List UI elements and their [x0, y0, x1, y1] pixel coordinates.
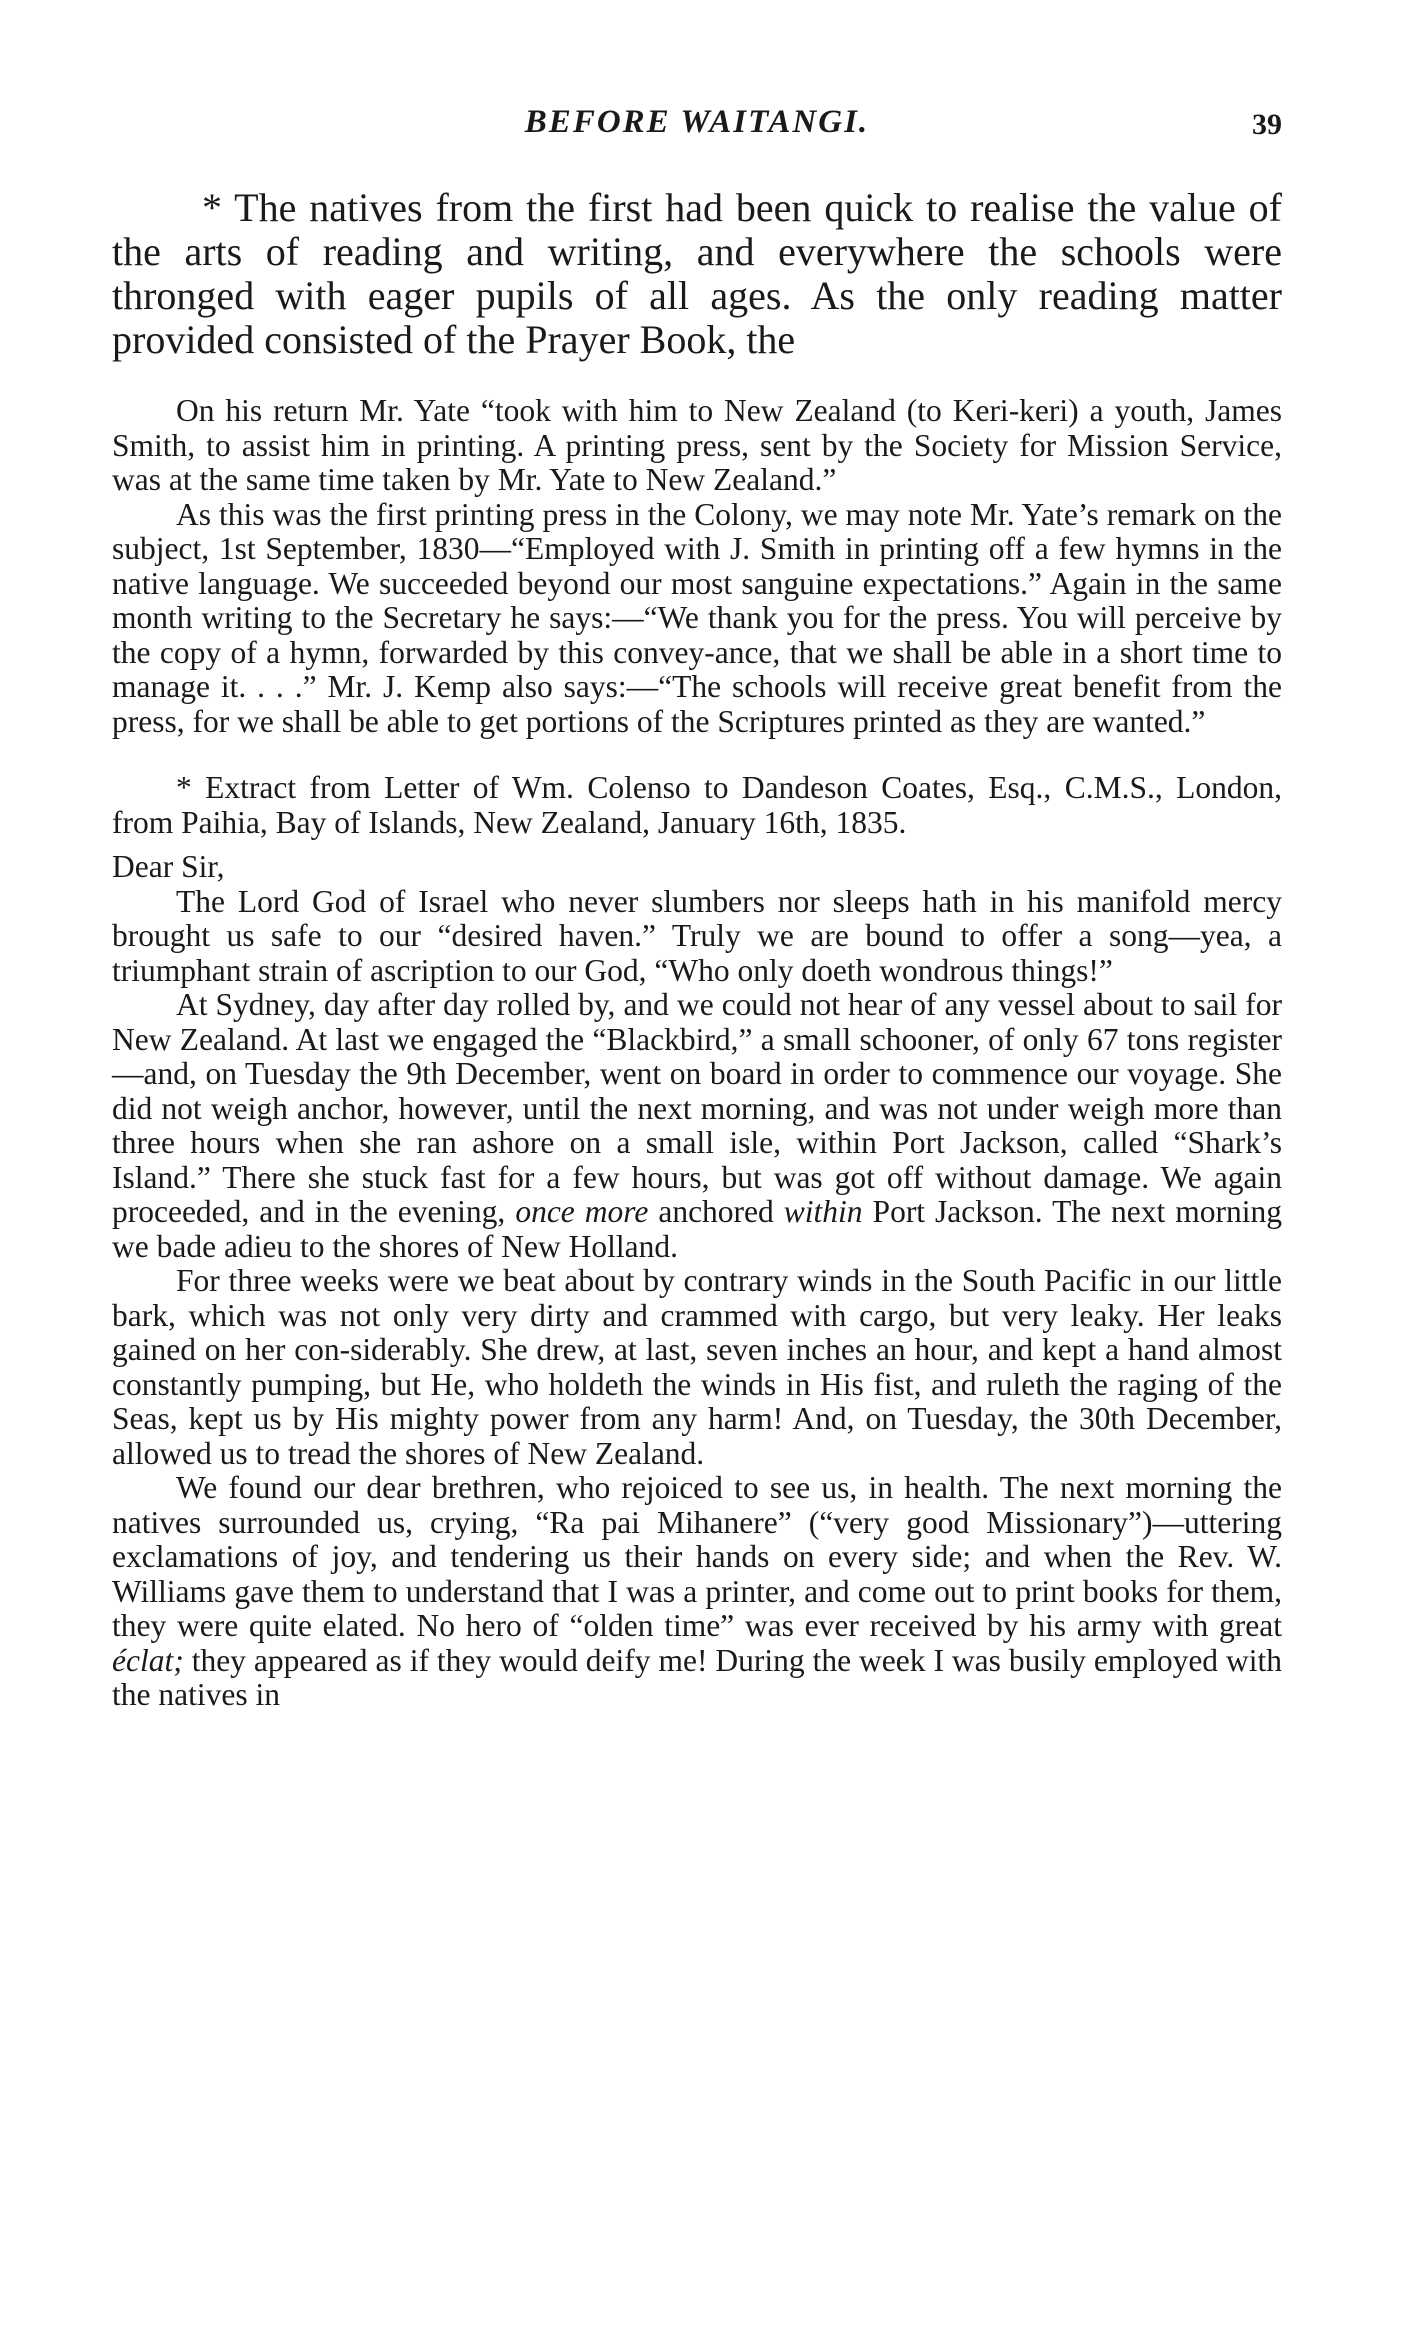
main-text-lead: * The natives from the first had been quick to realise the value of the arts of reading and writing, and everywhere the schools were thronged with eager pupils of all ages. As the only reading matter provided consisted of the Prayer Book, the — [112, 185, 1282, 362]
note-paragraph-return: On his return Mr. Yate “took with him to New Zealand (to Keri-keri) a youth, James Smith, to assist him in printing. A printing press, sent by the Society for Mission Service, was at the same time taken by Mr. Yate to New Zealand.” — [112, 393, 1282, 497]
page-number: 39 — [1252, 108, 1282, 141]
running-title: BEFORE WAITANGI. — [524, 104, 870, 140]
note-paragraph-first-press: As this was the first printing press in the Colony, we may note Mr. Yate’s remark on the subject, 1st September, 1830—“Employed with J. Smith in printing off a few hymns in the native language. We succeeded beyond our most sanguine expectations.” Again in the same month writing to the Secretary he says:—“We thank you for the press. You will perceive by the copy of a hymn, forwarded by this convey-ance, that we shall be able in a short time to manage it. . . .” Mr. J. Kemp also says:—“The schools will receive great benefit from the press, for we shall be able to get portions of the Scriptures printed as they are wanted.” — [112, 496, 1282, 739]
letter-emphasis-within: within — [783, 1194, 863, 1229]
letter-emphasis-eclat: éclat; — [112, 1642, 184, 1678]
letter-paragraph-2-mid: anchored — [658, 1194, 774, 1229]
letter-salutation: Dear Sir, — [112, 849, 225, 884]
letter-paragraph-2-end: Port Jackson. The next morning we bade adieu to the shores of New Holland. — [112, 1194, 1283, 1264]
letter-paragraph-3: For three weeks were we beat about by contrary winds in the South Pacific in our little bark, which was not only very dirty and crammed with cargo, but very leaky. Her leaks gained on her con-siderably. She drew, at last, seven inches an hour, and kept a hand almost constantly pumping, but He, who holdeth the winds in His fist, and ruleth the raging of the Seas, kept us by His mighty power from any harm! And, on Tuesday, the 30th December, allowed us to tread the shores of New Zealand. — [112, 1263, 1282, 1471]
page-header — [112, 104, 1282, 164]
letter-paragraph-4-end: they appeared as if they would deify me! During the week I was busily employed with the natives in — [112, 1642, 1283, 1712]
letter-paragraph-4-start: We found our dear brethren, who rejoiced to see us, in health. The next morning the natives surrounded us, crying, “Ra pai Mihanere” (“very good Missionary”)—uttering exclamations of joy, and tendering us their hands on every side; and when the Rev. W. Williams gave them to understand that I was a printer, and come out to print books for them, they were quite elated. No hero of “olden time” was ever received by his army with great — [112, 1470, 1282, 1643]
letter-paragraph-1: The Lord God of Israel who never slumbers nor sleeps hath in his manifold mercy brought us safe to our “desired haven.” Truly we are bound to offer a song—yea, a triumphant strain of ascription to our God, “Who only doeth wondrous things!” — [112, 883, 1282, 988]
letter-heading: * Extract from Letter of Wm. Colenso to Dandeson Coates, Esq., C.M.S., London, from Paihia, Bay of Islands, New Zealand, January 16th, 1835. — [112, 770, 1282, 840]
printing-press-note — [112, 394, 1282, 739]
book-page — [112, 104, 1282, 1713]
letter-paragraph-2 — [112, 988, 1282, 1264]
letter-paragraph-4 — [112, 1471, 1282, 1713]
colenso-letter — [112, 771, 1282, 1713]
letter-emphasis-once-more: once more — [515, 1194, 649, 1229]
letter-paragraph-2-start: At Sydney, day after day rolled by, and we could not hear of any vessel about to sail for New Zealand. At last we engaged the “Blackbird,” a small schooner, of only 67 tons register—and, on Tuesday the 9th December, went on board in order to commence our voyage. She did not weigh anchor, however, until the next morning, and was not under weigh more than three hours when she ran ashore on a small isle, within Port Jackson, called “Shark’s Island.” There she stuck fast for a few hours, but was got off without damage. We again proceeded, and in the evening, — [112, 987, 1282, 1229]
